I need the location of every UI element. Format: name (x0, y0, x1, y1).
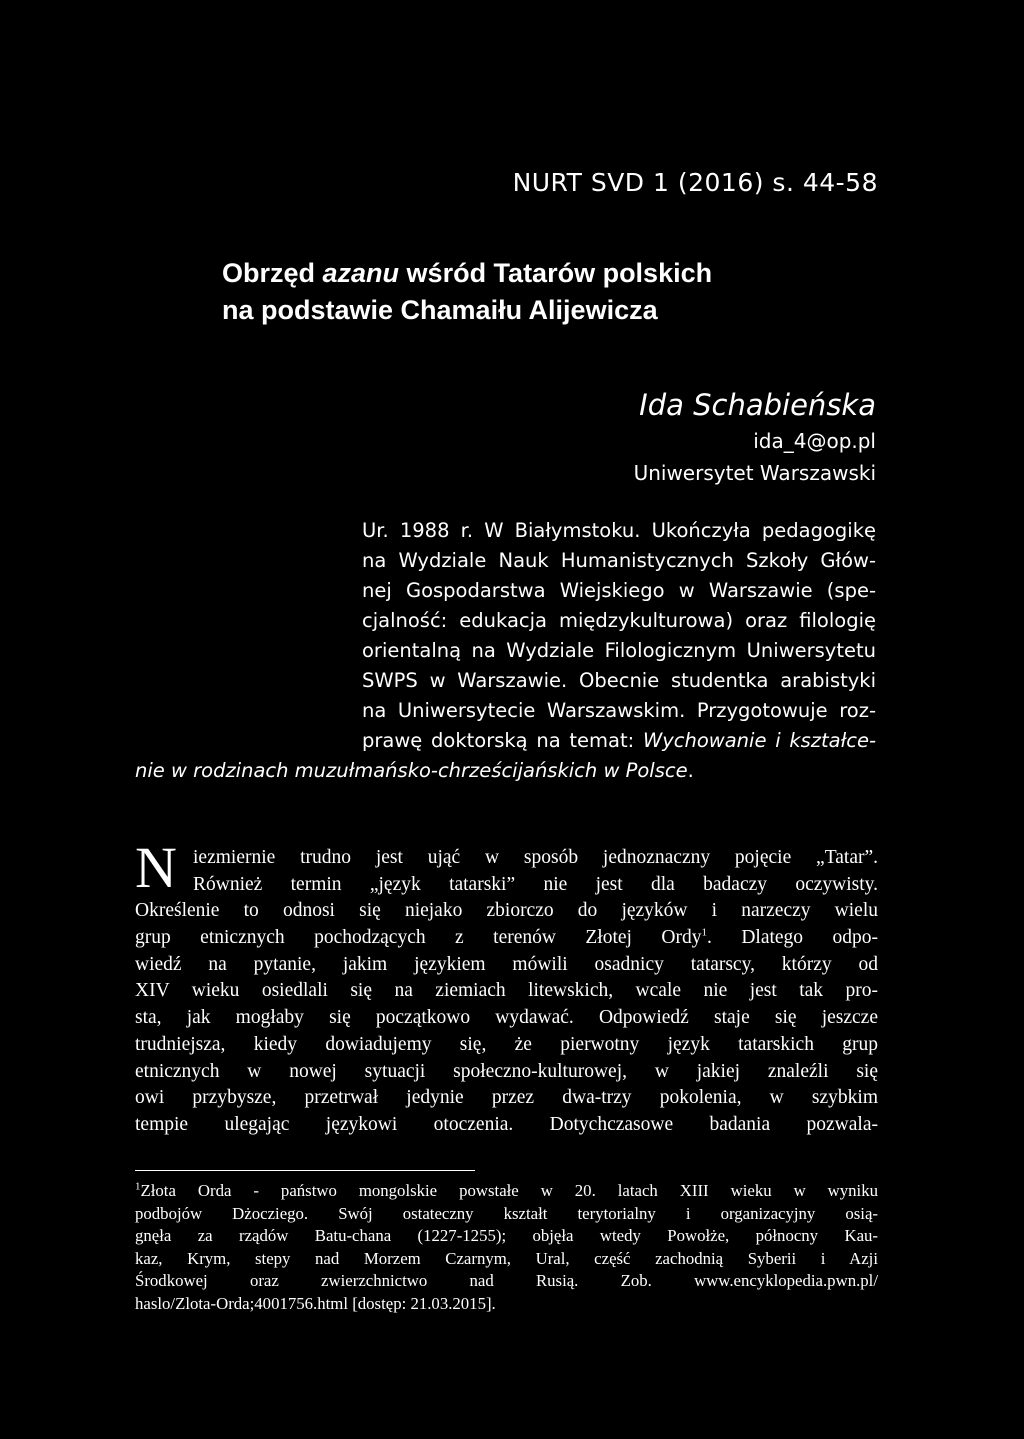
footnote-line: kaz, Krym, stepy nad Morzem Czarnym, Ural, część zachodnią Syberii i Azji (135, 1248, 878, 1268)
body-line: etnicznych w nowej sytuacji społeczno-kulturowej, w jakiej znaleźli się (135, 1060, 878, 1082)
bio-line: cjalność: edukacja międzykulturowa) oraz filologię (362, 609, 876, 632)
footnote-line: haslo/Zlota-Orda;4001756.html [dostęp: 21.03.2015]. (135, 1293, 496, 1313)
body-line: tempie ulegając językowi otoczenia. Dotychczasowe badania pozwala- (135, 1113, 878, 1135)
drop-cap: N (135, 835, 177, 900)
body-line: XIV wieku osiedlali się na ziemiach litewskich, wcale nie jest tak pro- (135, 980, 878, 1002)
bio-line: prawę doktorską na temat: Wychowanie i kształce- (362, 729, 876, 752)
title-line-2: na podstawie Chamaiłu Alijewicza (222, 295, 658, 325)
bio-line: SWPS w Warszawie. Obecnie studentka arabistyki (362, 669, 876, 692)
footnote (135, 1180, 878, 1316)
thesis-title: Wychowanie i kształce- (642, 729, 876, 752)
body-line: iezmiernie trudno jest ująć w sposób jednoznaczny pojęcie „Tatar”. (193, 847, 878, 868)
footnote-marker: 1 (135, 1180, 141, 1193)
author-name: Ida Schabieńska (639, 388, 876, 422)
footnote-line: $^1$Złota Orda - państwo mongolskie powstałe w 20. latach XIII wieku w wyniku (135, 1180, 878, 1200)
body-line: Określenie to odnosi się niejako zbiorczo do języków i narzeczy wielu (135, 900, 878, 922)
footnote-line: gnęła za rządów Batu-chana (1227-1255); objęła wtedy Powołże, północny Kau- (135, 1226, 878, 1246)
article-title (222, 255, 882, 329)
journal-reference: NURT SVD 1 (2016) s. 44-58 (512, 168, 878, 197)
body-line: grup etnicznych pochodzących z terenów Złotej Ordy$^1$. Dlatego odpo- (135, 926, 878, 949)
footnote-line: Środkowej oraz zwierzchnictwo nad Rusią. Zob. www.encyklopedia.pwn.pl/ (135, 1271, 878, 1291)
footnote-ref[interactable]: 1 (701, 926, 707, 939)
bio-line: nej Gospodarstwa Wiejskiego w Warszawie (spe- (362, 579, 876, 602)
title-italic-term: azanu (322, 258, 400, 288)
bio-line: na Wydziale Nauk Humanistycznych Szkoły Głów- (362, 549, 876, 572)
body-line: sta, jak mogłaby się początkowo wydawać. Odpowiedź staje się jeszcze (135, 1007, 878, 1029)
author-bio (0, 516, 1024, 786)
footnote-line: podbojów Dżocziego. Swój ostateczny kształt terytorialny i organizacyjny osią- (135, 1203, 878, 1223)
body-line: trudniejsza, kiedy dowiadujemy się, że pierwotny język tatarskich grup (135, 1033, 878, 1055)
title-line-1: Obrzęd azanu wśród Tatarów polskich (222, 258, 713, 288)
body-line: owi przybysze, przetrwał jedynie przez dwa-trzy pokolenia, w szybkim (135, 1087, 878, 1109)
thesis-title-cont: nie w rodzinach muzułmańsko-chrześcijańskich w Polsce (135, 759, 688, 782)
bio-line: nie w rodzinach muzułmańsko-chrześcijańskich w Polsce. (135, 759, 694, 782)
author-email: ida_4@op.pl (753, 429, 876, 453)
bio-line: na Uniwersytecie Warszawskim. Przygotowuje roz- (362, 699, 876, 722)
bio-line: Ur. 1988 r. W Białymstoku. Ukończyła pedagogikę (362, 519, 876, 542)
author-block (634, 385, 876, 489)
body-line: Również termin „język tatarski” nie jest dla badaczy oczywisty. (193, 873, 878, 895)
bio-line: orientalną na Wydziale Filologicznym Uniwersytetu (362, 639, 876, 662)
body-line: wiedź na pytanie, jakim językiem mówili osadnicy tatarscy, którzy od (135, 953, 878, 975)
author-affiliation: Uniwersytet Warszawski (633, 461, 876, 485)
footnote-divider (135, 1170, 475, 1171)
body-paragraph (135, 835, 878, 1139)
